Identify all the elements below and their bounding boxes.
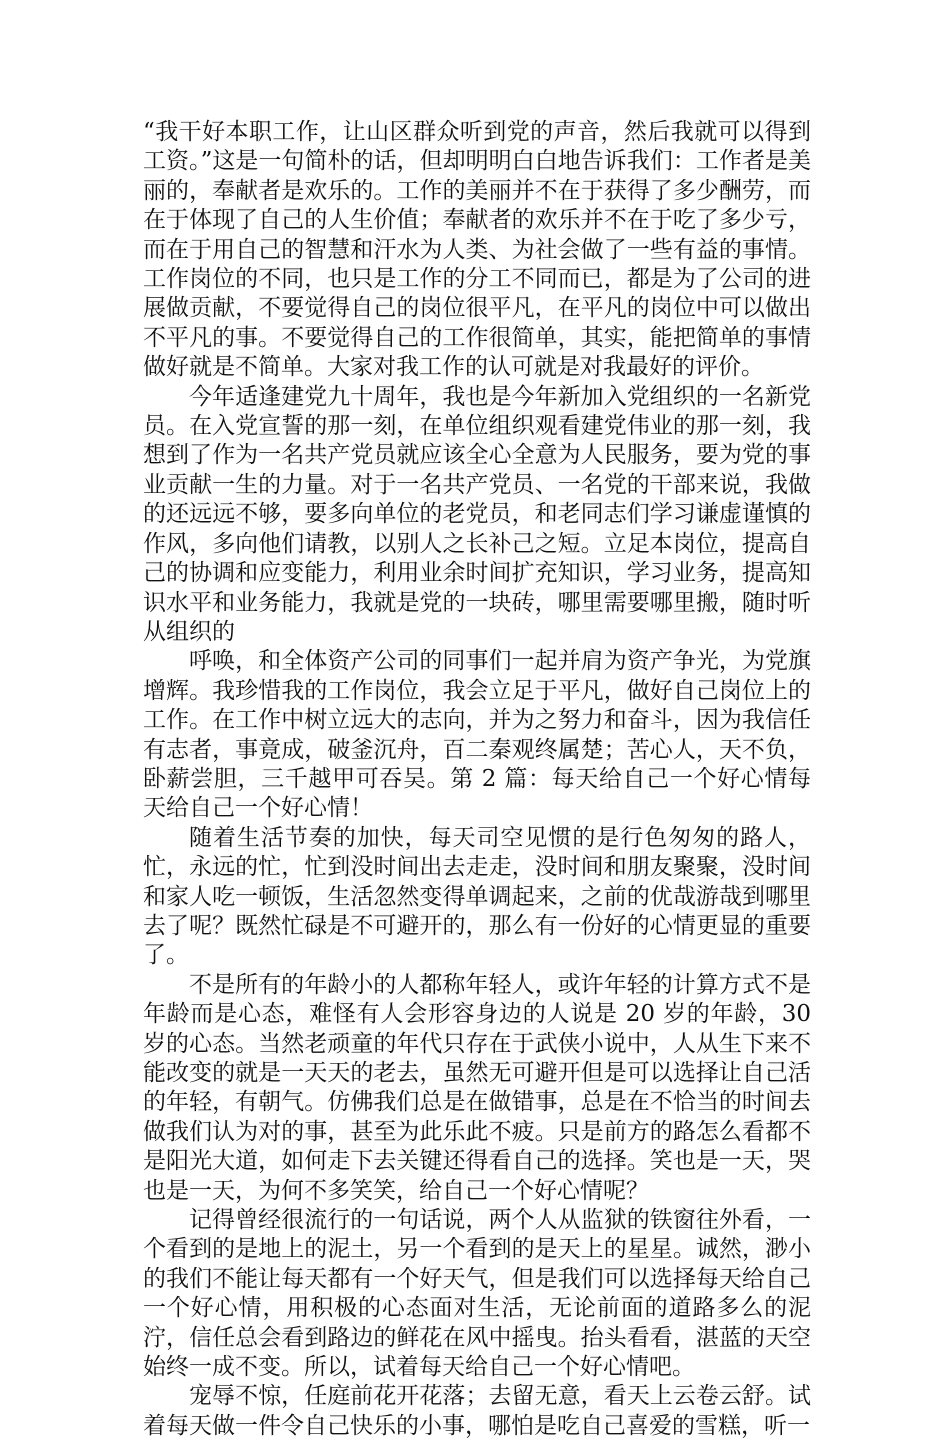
paragraph: 呼唤，和全体资产公司的同事们一起并肩为资产争光，为党旗增辉。我珍惜我的工作岗位，我会立足于平凡，做好自己岗位上的工作。在工作中树立远大的志向，并为之努力和奋斗，因为我信任有志者，事竟成，破釜沉舟，百二秦观终属楚；苦心人，天不负，卧薪尝胆，三千越甲可吞吴。第 2 篇：每天给自己一个好心情每天给自己一个好心情！ (143, 648, 811, 822)
paragraph: 宠辱不惊，任庭前花开花落；去留无意，看天上云卷云舒。试着每天做一件令自己快乐的小事，哪怕是吃自己喜爱的雪糕，听一 (143, 1383, 811, 1439)
paragraph: 今年适逢建党九十周年，我也是今年新加入党组织的一名新党员。在入党宣誓的那一刻，在单位组织观看建党伟业的那一刻，我想到了作为一名共产党员就应该全心全意为人民服务，要为党的事业贡献一生的力量。对于一名共产党员、一名党的干部来说，我做的还远远不够，要多向单位的老党员，和老同志们学习谦虚谨慎的作风，多向他们请教，以别人之长补己之短。立足本岗位，提高自己的协调和应变能力，利用业余时间扩充知识，学习业务，提高知识水平和业务能力，我就是党的一块砖，哪里需要哪里搬，随时听从组织的 (143, 383, 811, 645)
paragraph: 随着生活节奏的加快，每天司空见惯的是行色匆匆的路人，忙，永远的忙，忙到没时间出去走走，没时间和朋友聚聚，没时间和家人吃一顿饭，生活忽然变得单调起来，之前的优哉游哉到哪里去了呢？既然忙碌是不可避开的，那么有一份好的心情更显的重要了。 (143, 824, 811, 969)
paragraph: “我干好本职工作，让山区群众听到党的声音，然后我就可以得到工资。”这是一句简朴的话，但却明明白白地告诉我们：工作者是美丽的，奉献者是欢乐的。工作的美丽并不在于获得了多少酬劳，而在于体现了自己的人生价值；奉献者的欢乐并不在于吃了多少亏，而在于用自己的智慧和汗水为人类、为社会做了一些有益的事情。工作岗位的不同，也只是工作的分工不同而已，都是为了公司的进展做贡献，不要觉得自己的岗位很平凡，在平凡的岗位中可以做出不平凡的事。不要觉得自己的工作很简单，其实，能把简单的事情做好就是不简单。大家对我工作的认可就是对我最好的评价。 (143, 119, 811, 381)
document-page (143, 118, 811, 1441)
paragraph: 记得曾经很流行的一句话说，两个人从监狱的铁窗往外看，一个看到的是地上的泥土，另一个看到的是天上的星星。诚然，渺小的我们不能让每天都有一个好天气，但是我们可以选择每天给自己一个好心情，用积极的心态面对生活，无论前面的道路多么的泥泞，信任总会看到路边的鲜花在风中摇曳。抬头看看，湛蓝的天空始终一成不变。所以，试着每天给自己一个好心情吧。 (143, 1207, 811, 1381)
paragraph: 不是所有的年龄小的人都称年轻人，或许年轻的计算方式不是年龄而是心态，难怪有人会形容身边的人说是 20 岁的年龄，30 岁的心态。当然老顽童的年代只存在于武侠小说中，人从生下来不能改变的就是一天天的老去，虽然无可避开但是可以选择让自己活的年轻，有朝气。仿佛我们总是在做错事，总是在不恰当的时间去做我们认为对的事，甚至为此乐此不疲。只是前方的路怎么看都不是阳光大道，如何走下去关键还得看自己的选择。笑也是一天，哭也是一天，为何不多笑笑，给自己一个好心情呢？ (143, 971, 811, 1204)
